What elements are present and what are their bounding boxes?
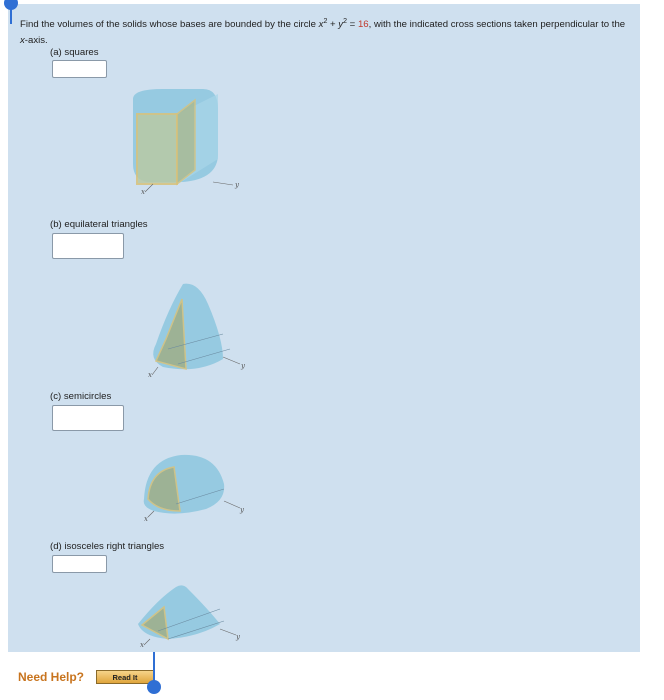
- squares-figure: [123, 84, 243, 196]
- question-panel: [8, 4, 640, 652]
- x-axis-label: x: [141, 188, 145, 196]
- part-c-label: (c) semicircles: [50, 391, 112, 402]
- read-it-button[interactable]: Read It: [96, 670, 154, 684]
- part-a-label: (a) squares: [50, 47, 99, 58]
- part-d-label: (d) isosceles right triangles: [50, 541, 165, 552]
- semicircles-figure: [136, 449, 251, 524]
- need-help-label: Need Help?: [18, 670, 85, 684]
- part-d-answer-input[interactable]: [52, 555, 107, 573]
- x-axis-label: x: [140, 641, 144, 649]
- equilateral-triangles-figure: [138, 279, 248, 379]
- y-axis-label: y: [241, 362, 245, 370]
- selection-handle-end[interactable]: [147, 680, 161, 694]
- equation-value: 16: [357, 19, 369, 30]
- selection-caret-end: [153, 652, 155, 682]
- help-bar: [12, 664, 212, 688]
- part-b-answer-input[interactable]: [52, 233, 124, 259]
- isosceles-right-triangles-figure: [128, 579, 243, 649]
- part-c-answer-input[interactable]: [52, 405, 124, 431]
- question-text: Find the volumes of the solids whose bases are bounded by the circle $x^2 + y^2 = 16$, with the indicated cross sections taken perpendicular to the x-axis.: [20, 17, 626, 46]
- selection-caret-start: [10, 6, 12, 24]
- y-axis-label: y: [240, 506, 244, 514]
- x-axis-label: x: [144, 515, 148, 523]
- y-axis-label: y: [236, 633, 240, 641]
- part-b-label: (b) equilateral triangles: [50, 219, 148, 230]
- y-axis-label: y: [235, 181, 239, 189]
- x-axis-label: x: [148, 371, 152, 379]
- part-a-answer-input[interactable]: [52, 60, 107, 78]
